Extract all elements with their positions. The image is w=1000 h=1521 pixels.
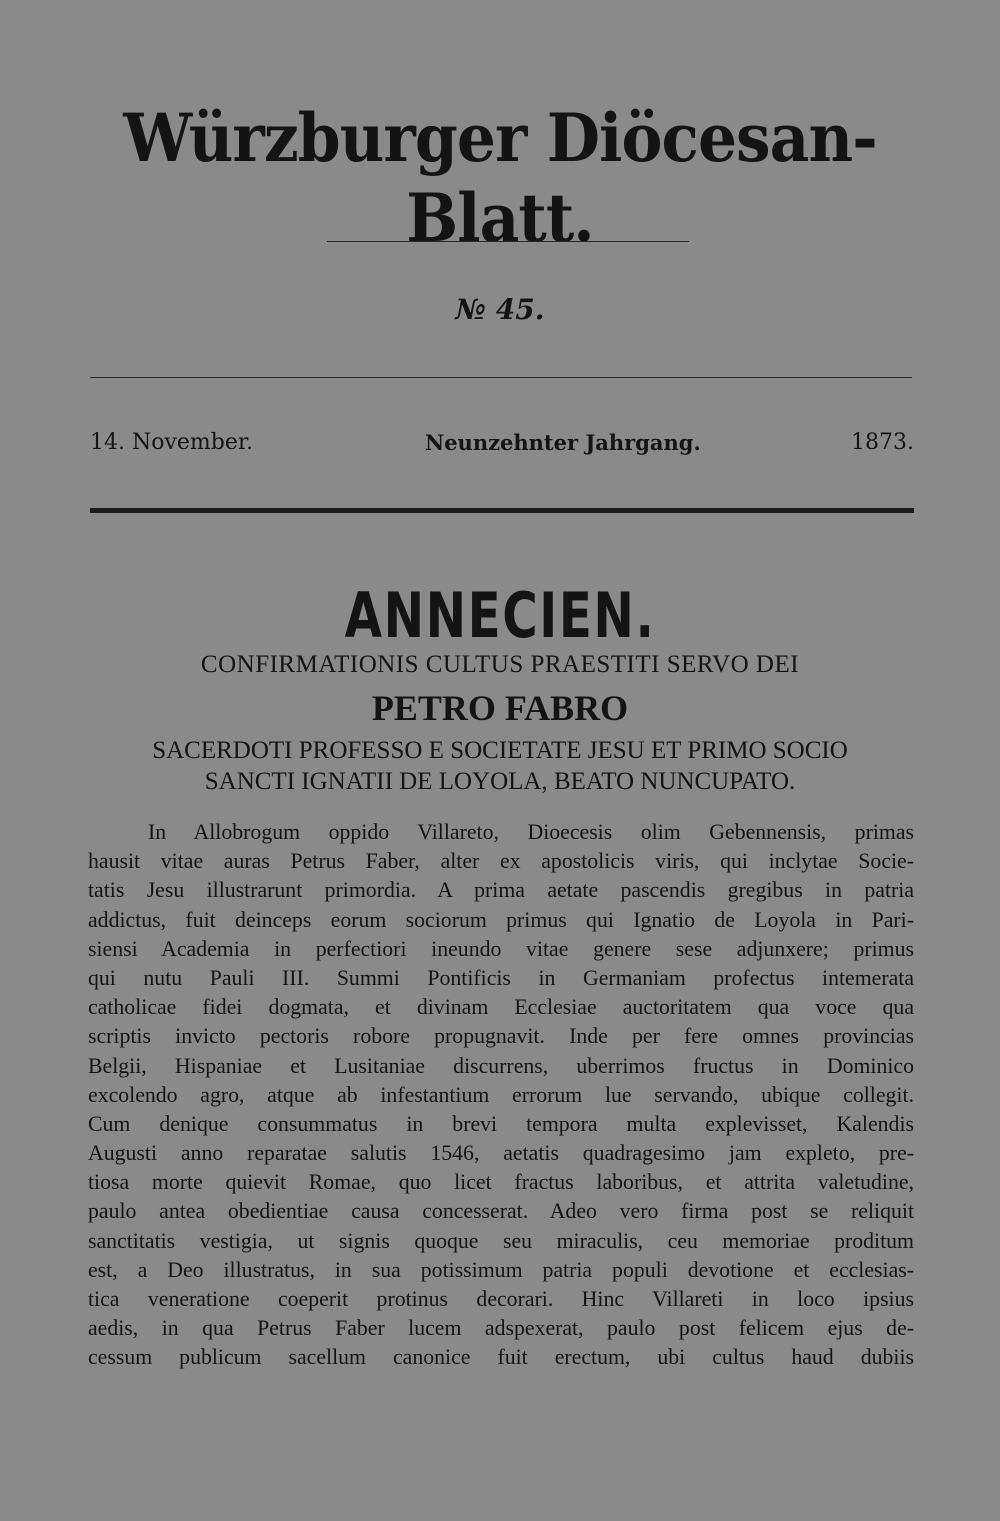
body-line: In Allobrogum oppido Villareto, Dioecesis olim Gebennensis, primas bbox=[148, 820, 914, 844]
article-subtitle-1: CONFIRMATIONIS CULTUS PRAESTITI SERVO DEI bbox=[200, 651, 800, 678]
body-line: catholicae fidei dogmata, et divinam Ecclesiae auctoritatem qua voce qua bbox=[88, 995, 914, 1020]
body-line: Cum denique consummatus in brevi tempora multa explevisset, Kalendis bbox=[88, 1111, 914, 1136]
divider-long bbox=[90, 377, 912, 378]
body-line: qui nutu Pauli III. Summi Pontificis in Germaniam profectus intemerata bbox=[88, 965, 914, 990]
article-subtitle-4: SANCTI IGNATII DE LOYOLA, BEATO NUNCUPATO. bbox=[204, 768, 796, 795]
divider-short bbox=[327, 241, 689, 242]
body-line: sanctitatis vestigia, ut signis quoque seu miraculis, ceu memoriae proditum bbox=[88, 1228, 914, 1253]
article-heading: ANNECIEN. bbox=[344, 579, 656, 652]
issue-year: 1873. bbox=[851, 430, 914, 455]
masthead-title: Würzburger Diöcesan-Blatt. bbox=[123, 99, 877, 257]
divider-thick bbox=[90, 508, 914, 513]
body-line: scriptis invicto pectoris robore propugnavit. Inde per fere omnes provincias bbox=[88, 1024, 914, 1049]
issue-volume: Neunzehnter Jahrgang. bbox=[425, 430, 701, 455]
body-line: aedis, in qua Petrus Faber lucem adspexerat, paulo post felicem ejus de- bbox=[88, 1316, 914, 1341]
body-line: Augusti anno reparatae salutis 1546, aetatis quadragesimo jam expleto, pre- bbox=[88, 1141, 914, 1166]
issue-number: № 45. bbox=[455, 293, 545, 326]
body-line: tica veneratione coeperit protinus decorari. Hinc Villareti in loco ipsius bbox=[88, 1287, 914, 1311]
body-line: siensi Academia in perfectiori ineundo vitae genere sese adjunxere; primus bbox=[88, 936, 914, 961]
body-line: excolendo agro, atque ab infestantium errorum lue servando, ubique collegit. bbox=[88, 1082, 914, 1107]
body-line: tatis Jesu illustrarunt primordia. A prima aetate pascendis gregibus in patria bbox=[88, 878, 914, 903]
body-line: addictus, fuit deinceps eorum sociorum primus qui Ignatio de Loyola in Pari- bbox=[88, 907, 914, 932]
body-line: hausit vitae auras Petrus Faber, alter ex apostolicis viris, qui inclytae Socie- bbox=[88, 849, 914, 874]
body-line: est, a Deo illustratus, in sua potissimum patria populi devotione et ecclesias- bbox=[88, 1257, 914, 1282]
article-body bbox=[88, 818, 914, 1373]
article-subtitle-2: PETRO FABRO bbox=[371, 688, 629, 728]
body-line: cessum publicum sacellum canonice fuit erectum, ubi cultus haud dubiis bbox=[88, 1345, 914, 1370]
body-line: Belgii, Hispaniae et Lusitaniae discurrens, uberrimos fructus in Dominico bbox=[88, 1053, 914, 1078]
body-line: paulo antea obedientiae causa concesserat. Adeo vero firma post se reliquit bbox=[88, 1199, 914, 1224]
body-line: tiosa morte quievit Romae, quo licet fractus laboribus, et attrita valetudine, bbox=[88, 1170, 914, 1195]
article-subtitle-3: SACERDOTI PROFESSO E SOCIETATE JESU ET PRIMO SOCIO bbox=[152, 737, 848, 764]
issue-date: 14. November. bbox=[90, 430, 253, 455]
